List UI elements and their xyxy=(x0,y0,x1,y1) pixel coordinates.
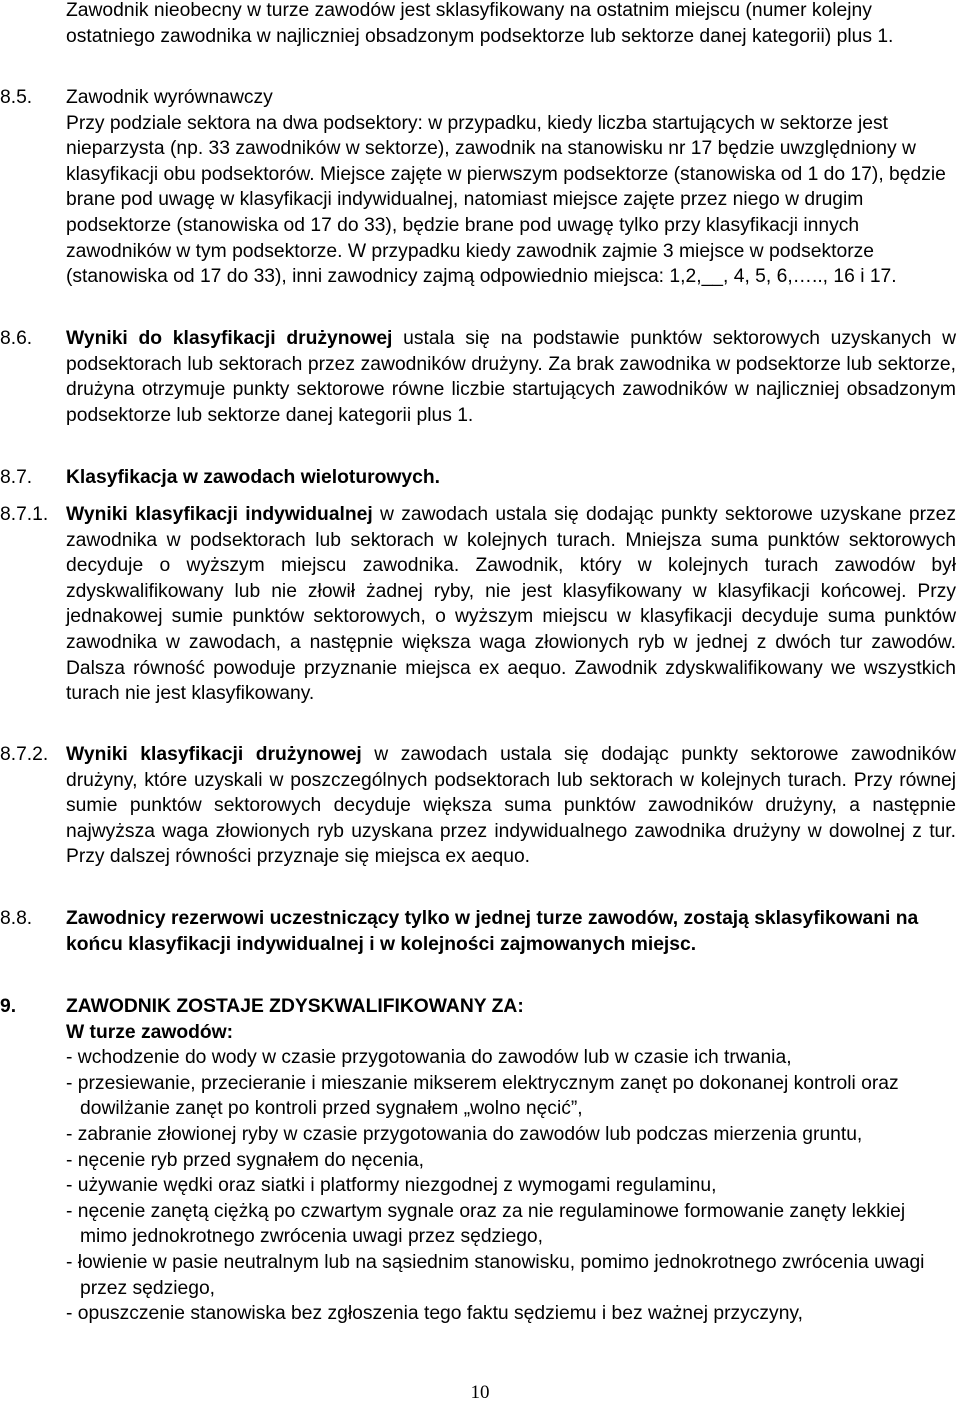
section-intro xyxy=(0,0,960,49)
list-item: - używanie wędki oraz siatki i platformy niezgodnej z wymogami regulaminu, xyxy=(66,1175,717,1197)
section-8-8 xyxy=(0,906,960,957)
section-text: Przy podziale sektora na dwa podsektory: w przypadku, kiedy liczba startujących w sektorze jest nieparzysta (np. 33 zawodników w sektorze), zawodnik na stanowisku nr 17 będzie uwzględniony w klasyfikacji obu podsektorów. Miejsce zajęte w pierwszym podsektorze (stanowiska od 1 do 17), będzie brane pod uwagę w klasyfikacji indywidualnej, natomiast miejsce zajęte przez niego w drugim podsektorze (stanowiska od 17 do 33), będzie brane pod uwagę tylko przy klasyfikacji innych zawodników w tym podsektorze. W przypadku kiedy zawodnik zajmie 3 miejsce w podsektorze (stanowiska od 17 do 33), inni zawodnicy zajmą odpowiednio miejsca: 1,2,__, 4, 5, 6,….., 16 i 17. xyxy=(66,112,946,288)
section-text: Wyniki klasyfikacji drużynowej w zawodach ustala się dodając punkty sektorowe zawodników drużyny, które uzyskali w poszczególnych podsektorach lub sektorach w kolejnych turach. Przy równej sumie punktów sektorowych decyduje większa suma punktów zawodników drużyny, a następnie najwyższa waga złowionych ryb uzyskana przez indywidualnego zawodnika drużyny w dowolnej z tur. Przy dalszej równości przyznaje się miejsca ex aequo. xyxy=(66,744,956,868)
section-number: 8.8. xyxy=(0,908,33,929)
list-item: - opuszczenie stanowiska bez zgłoszenia tego faktu sędziemu i bez ważnej przyczyny, xyxy=(66,1303,803,1325)
section-9 xyxy=(0,994,960,1327)
list-item: - nęcenie zanętą ciężką po czwartym sygnale oraz za nie regulaminowe formowanie zanęty lekkiej mimo jednokrotnego zwrócenia uwagi przez sędziego, xyxy=(66,1200,906,1248)
list-item: - nęcenie ryb przed sygnałem do nęcenia, xyxy=(66,1149,424,1171)
list-item: - wchodzenie do wody w czasie przygotowania do zawodów lub w czasie ich trwania, xyxy=(66,1047,792,1069)
section-text: Wyniki klasyfikacji indywidualnej w zawodach ustala się dodając punkty sektorowe uzyskane przez zawodnika w podsektorach lub sektorach w kolejnych turach. Mniejsza suma punktów sektorowych decyduje o wyższym miejscu zawodnika. Zawodnik, który w kolejnych turach zawodów był zdyskwalifikowany lub nie złowił żadnej ryby, nie jest klasyfikowany w klasyfikacji końcowej. Przy jednakowej sumie punktów sektorowych, o wyższym miejscu w klasyfikacji decyduje suma punktów zawodnika w zawodach, a następnie większa waga złowionych ryb w jednej z dwóch tur zawodów. Dalsza równość powoduje przyznanie miejsca ex aequo. Zawodnik zdyskwalifikowany we wszystkich turach nie jest klasyfikowany. xyxy=(66,504,957,705)
section-heading: Klasyfikacja w zawodach wieloturowych. xyxy=(66,467,440,488)
intro-text: Zawodnik nieobecny w turze zawodów jest sklasyfikowany na ostatnim miejscu (numer kolejny ostatniego zawodnika w najliczniej obsadzonym podsektorze lub sektorze danej kategorii) plus 1. xyxy=(66,0,894,47)
section-8-5 xyxy=(0,85,960,290)
section-heading: Zawodnicy rezerwowi uczestniczący tylko w jednej turze zawodów, zostają sklasyfikowani na końcu klasyfikacji indywidualnej i w kolejności zajmowanych miejsc. xyxy=(66,908,919,955)
section-number: 8.7.1. xyxy=(0,504,49,525)
list-item: - zabranie złowionej ryby w czasie przygotowania do zawodów lub podczas mierzenia gruntu, xyxy=(66,1123,863,1145)
page-number: 10 xyxy=(470,1382,490,1403)
section-8-7 xyxy=(0,465,960,491)
section-number: 8.5. xyxy=(0,87,33,108)
section-8-6 xyxy=(0,326,960,428)
section-title: Zawodnik wyrównawczy xyxy=(66,87,273,108)
list-item: - przesiewanie, przecieranie i mieszanie mikserem elektrycznym zanęt po dokonanej kontroli oraz dowilżanie zanęt po kontroli przed sygnałem „wolno nęcić”, xyxy=(66,1072,899,1120)
section-number: 8.7.2. xyxy=(0,744,49,765)
section-8-7-2 xyxy=(0,742,960,870)
blank-gap: __ xyxy=(701,266,724,288)
section-number: 9. xyxy=(0,996,17,1017)
section-8-7-1 xyxy=(0,502,960,707)
section-number: 8.7. xyxy=(0,467,33,488)
list-item: - łowienie w pasie neutralnym lub na sąsiednim stanowisku, pomimo jednokrotnego zwrócenia uwagi przez sędziego, xyxy=(66,1251,925,1299)
section-text: Wyniki do klasyfikacji drużynowej ustala się na podstawie punktów sektorowych uzyskanych w podsektorach lub sektorach przez zawodników drużyny. Za brak zawodnika w podsektorze lub sektorze, drużyna otrzymuje punkty sektorowe równe liczbie startujących zawodników w najliczniej obsadzonym podsektorze lub sektorze danej kategorii plus 1. xyxy=(66,328,956,426)
section-heading: Wyniki klasyfikacji indywidualnej xyxy=(66,504,373,525)
section-title: ZAWODNIK ZOSTAJE ZDYSKWALIFIKOWANY ZA: xyxy=(66,996,524,1017)
section-number: 8.6. xyxy=(0,328,33,349)
section-heading: Wyniki do klasyfikacji drużynowej xyxy=(66,328,393,349)
section-heading: Wyniki klasyfikacji drużynowej xyxy=(66,744,362,765)
section-subtitle: W turze zawodów: xyxy=(66,1021,234,1043)
